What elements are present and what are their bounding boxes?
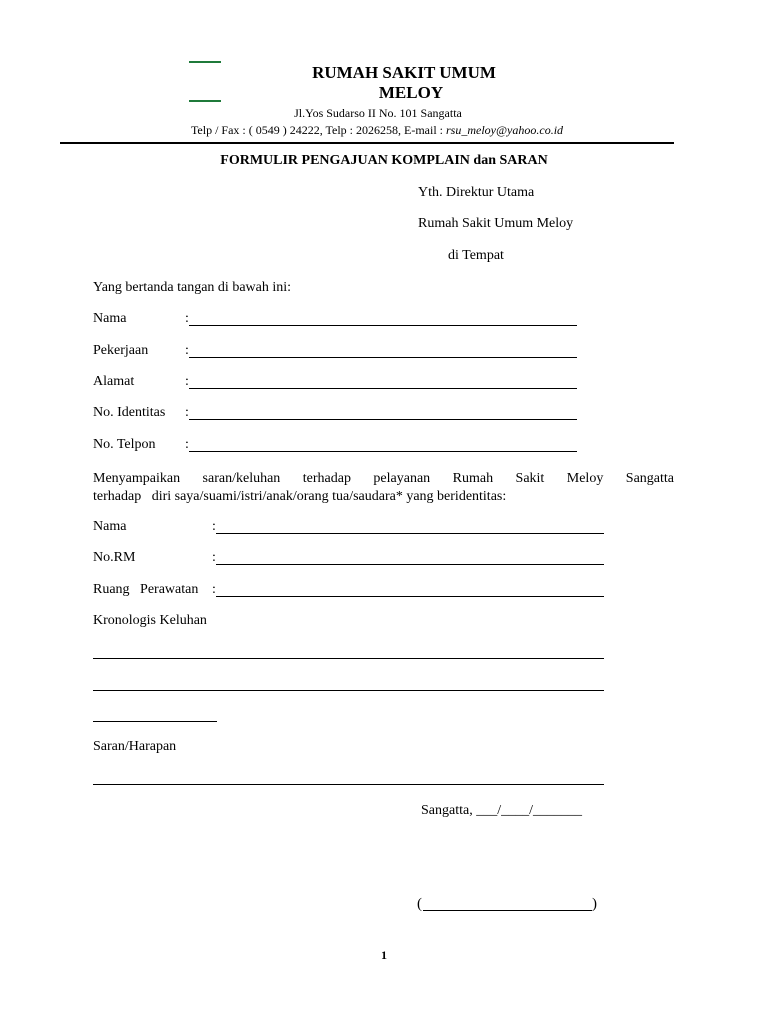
input-line-ruang[interactable] xyxy=(216,596,604,597)
suggestion-line[interactable] xyxy=(93,784,604,785)
contact-text: Telp / Fax : ( 0549 ) 24222, Telp : 2026258, E-mail : xyxy=(190,123,447,137)
input-line-rm[interactable] xyxy=(216,564,604,565)
field-sep: : xyxy=(212,519,216,534)
intro-text: Yang bertanda tangan di bawah ini: xyxy=(93,280,292,295)
signature-close-paren: ) xyxy=(592,896,597,912)
hospital-contact xyxy=(0,123,754,138)
signature-open-paren: ( xyxy=(417,896,422,912)
field-label-alamat: Alamat xyxy=(93,374,135,389)
contact-email: rsu_meloy@yahoo.co.id xyxy=(446,123,564,137)
form-title: FORMULIR PENGAJUAN KOMPLAIN dan SARAN xyxy=(220,153,548,168)
recipient-line-2: Rumah Sakit Umum Meloy xyxy=(418,216,574,231)
statement-line-2: terhadap diri saya/suami/istri/anak/orang tua/saudara* yang beridentitas: xyxy=(93,489,507,504)
chronology-label: Kronologis Keluhan xyxy=(93,613,207,628)
signature-line[interactable] xyxy=(423,910,592,911)
field-sep: : xyxy=(212,550,216,565)
field-sep: : xyxy=(185,343,189,358)
input-line-identitas[interactable] xyxy=(189,419,577,420)
field-label-telpon: No. Telpon xyxy=(93,437,156,452)
recipient-line-3: di Tempat xyxy=(448,248,504,263)
page-number: 1 xyxy=(381,948,387,962)
field-label-identitas: No. Identitas xyxy=(93,405,166,420)
input-line-alamat[interactable] xyxy=(189,388,577,389)
header-divider xyxy=(60,142,674,144)
hospital-address: Jl.Yos Sudarso II No. 101 Sangatta xyxy=(294,106,462,120)
field-sep: : xyxy=(212,582,216,597)
field-label-pekerjaan: Pekerjaan xyxy=(93,343,149,358)
field-sep: : xyxy=(185,437,189,452)
field-sep: : xyxy=(185,374,189,389)
recipient-line-1: Yth. Direktur Utama xyxy=(418,185,535,200)
statement-line-1: Menyampaikan saran/keluhan terhadap pelayanan Rumah Sakit Meloy Sangatta xyxy=(93,471,674,486)
input-line-nama[interactable] xyxy=(189,325,577,326)
patient-label-ruang: Ruang Perawatan xyxy=(93,582,199,597)
chronology-line-1[interactable] xyxy=(93,658,604,659)
chronology-line-3[interactable] xyxy=(93,721,217,722)
patient-label-rm: No.RM xyxy=(93,550,136,565)
input-line-patient-nama[interactable] xyxy=(216,533,604,534)
chronology-line-2[interactable] xyxy=(93,690,604,691)
input-line-telpon[interactable] xyxy=(189,451,577,452)
input-line-pekerjaan[interactable] xyxy=(189,357,577,358)
hospital-name-line1: RUMAH SAKIT UMUM xyxy=(312,63,496,82)
hospital-name-line2: MELOY xyxy=(378,83,444,102)
date-line[interactable]: Sangatta, ___/____/_______ xyxy=(421,803,582,818)
field-sep: : xyxy=(185,405,189,420)
field-sep: : xyxy=(185,311,189,326)
suggestion-label: Saran/Harapan xyxy=(93,739,177,754)
field-label-nama: Nama xyxy=(93,311,127,326)
patient-label-nama: Nama xyxy=(93,519,127,534)
